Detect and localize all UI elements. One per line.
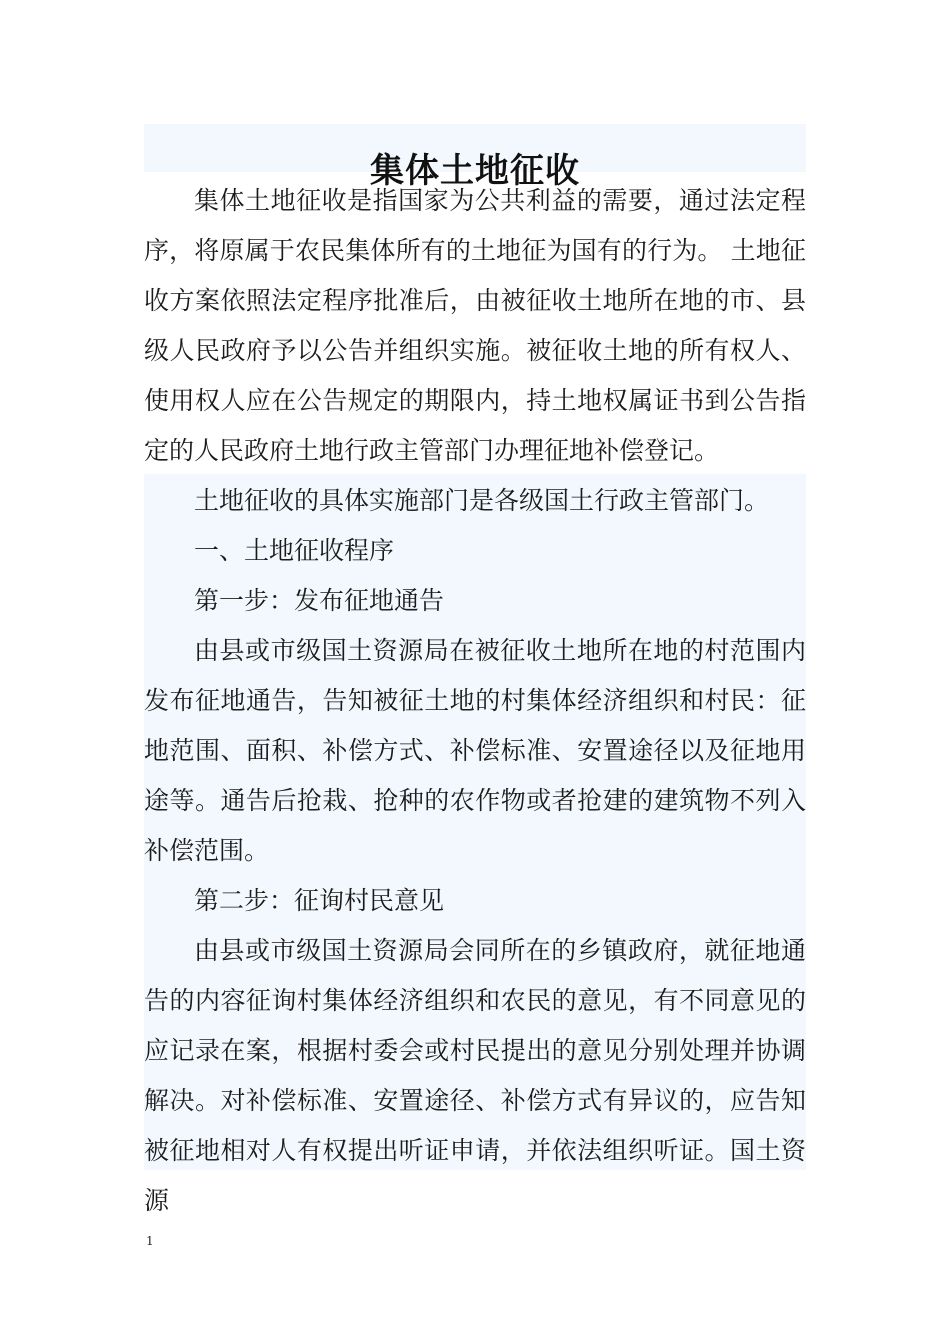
page-number: 1: [146, 1234, 154, 1248]
section-heading-procedure: 一、土地征收程序: [194, 536, 395, 565]
paragraph-intro: 集体土地征收是指国家为公共利益的需要，通过法定程序，将原属于农民集体所有的土地征为国有的行为。 土地征收方案依照法定程序批准后，由被征收土地所在地的市、县级人民政府予以公告并组织实施。被征收土地的所有权人、使用权人应在公告规定的期限内，持土地权属证书到公告指定的人民政府土地行政主管部门办理征地补偿登记。: [144, 186, 806, 465]
step-two-heading: 第二步：征询村民意见: [194, 886, 445, 915]
step-one-paragraph: 由县或市级国土资源局在被征收土地所在地的村范围内发布征地通告，告知被征土地的村集体经济组织和村民：征地范围、面积、补偿方式、补偿标准、安置途径以及征地用途等。通告后抢栽、抢种的农作物或者抢建的建筑物不列入补偿范围。: [144, 636, 806, 865]
document-body: [144, 176, 806, 1226]
step-two-paragraph: 由县或市级国土资源局会同所在的乡镇政府，就征地通告的内容征询村集体经济组织和农民的意见，有不同意见的应记录在案，根据村委会或村民提出的意见分别处理并协调解决。对补偿标准、安置途径、补偿方式有异议的，应告知被征地相对人有权提出听证申请，并依法组织听证。国土资源: [144, 936, 806, 1215]
paragraph-department: 土地征收的具体实施部门是各级国土行政主管部门。: [194, 486, 770, 515]
step-one-heading: 第一步：发布征地通告: [194, 586, 445, 615]
document-title: 集体土地征收: [370, 150, 580, 191]
